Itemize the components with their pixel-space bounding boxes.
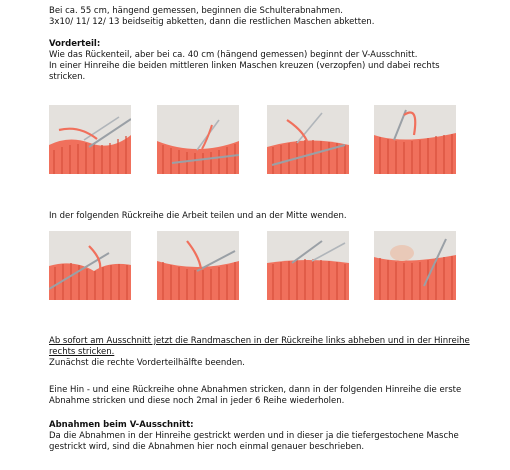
paragraph-cross-stitches-line2: stricken. <box>49 72 86 82</box>
knitting-photo-7 <box>267 231 349 300</box>
knitting-photo-1 <box>49 105 131 174</box>
knitting-photo-2 <box>157 105 239 174</box>
paragraph-edge-stitches-line1: Ab sofort am Ausschnitt jetzt die Randmaschen in der Rückreihe links abheben und in der Hinreihe <box>49 336 470 346</box>
paragraph-edge-stitches-line2: rechts stricken. <box>49 347 115 357</box>
knitting-photo-8 <box>374 231 456 300</box>
knitting-photo-4 <box>374 105 456 174</box>
knitting-photo-6 <box>157 231 239 300</box>
paragraph-decrease-line2: Abnahme stricken und diese noch 2mal in jeder 6 Reihe wiederholen. <box>49 396 345 406</box>
knitting-photo-5 <box>49 231 131 300</box>
paragraph-decrease-line1: Eine Hin - und eine Rückreihe ohne Abnahmen stricken, dann in der folgenden Hinreihe die erste <box>49 385 462 395</box>
paragraph-split-work: In der folgenden Rückreihe die Arbeit teilen und an der Mitte wenden. <box>49 211 347 221</box>
paragraph-cast-off: 3x10/ 11/ 12/ 13 beidseitig abketten, dann die restlichen Maschen abketten. <box>49 17 375 27</box>
heading-vorderteil: Vorderteil: <box>49 39 101 49</box>
paragraph-right-half: Zunächst die rechte Vorderteilhälfte beenden. <box>49 358 246 368</box>
paragraph-cross-stitches-line1: In einer Hinreihe die beiden mittleren linken Maschen kreuzen (verzopfen) und dabei rechts <box>49 61 440 71</box>
paragraph-v-neck-start: Wie das Rückenteil, aber bei ca. 40 cm (hängend gemessen) beginnt der V-Ausschnitt. <box>49 50 418 60</box>
paragraph-abnahmen-line2: gestrickt wird, sind die Abnahmen hier noch einmal genauer beschrieben. <box>49 442 365 452</box>
paragraph-shoulder: Bei ca. 55 cm, hängend gemessen, beginnen die Schulterabnahmen. <box>49 6 344 16</box>
heading-abnahmen: Abnahmen beim V-Ausschnitt: <box>49 420 194 430</box>
knitting-photo-3 <box>267 105 349 174</box>
paragraph-abnahmen-line1: Da die Abnahmen in der Hinreihe gestrickt werden und in dieser ja die tiefergestochene Masche <box>49 431 459 441</box>
